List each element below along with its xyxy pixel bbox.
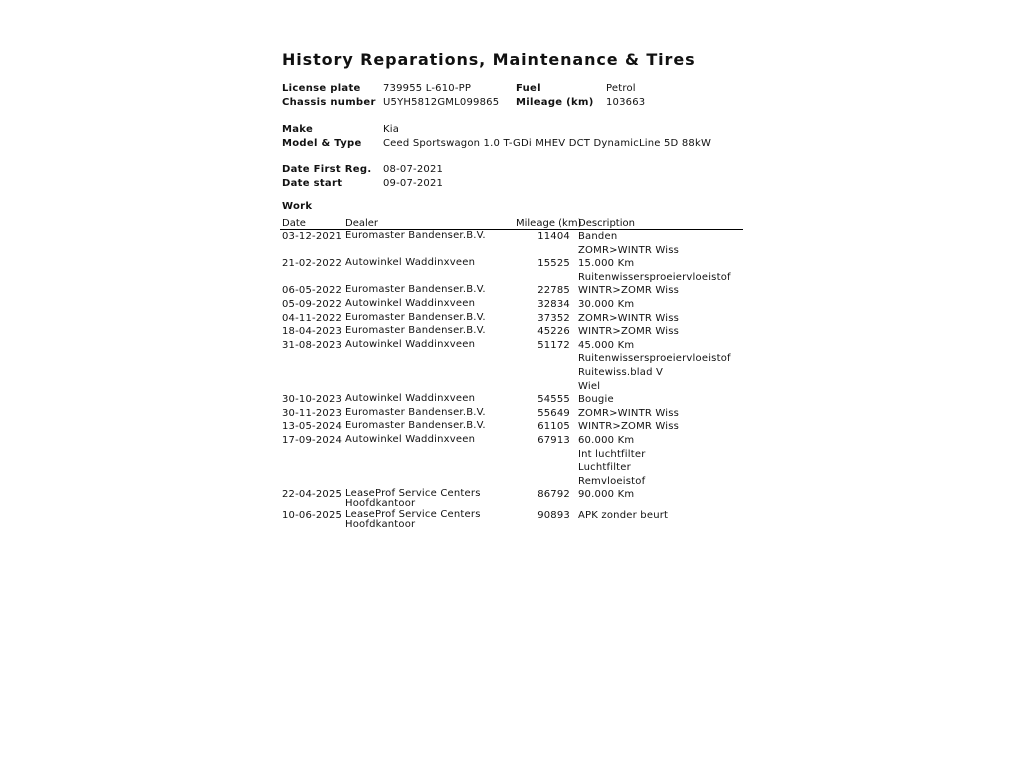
license-plate-label: License plate	[282, 83, 361, 94]
table-row	[280, 407, 743, 421]
row-mileage-text: 90893	[537, 510, 570, 522]
description-line: Banden	[578, 231, 618, 242]
description-line: WINTR>ZOMR Wiss	[578, 421, 680, 433]
description-line: 60.000 Km	[578, 434, 635, 446]
row-date	[280, 257, 343, 284]
description-line: WINTR>ZOMR Wiss	[578, 326, 680, 338]
row-date	[280, 284, 343, 298]
row-date	[280, 434, 343, 488]
row-mileage	[514, 488, 576, 509]
row-description	[576, 393, 743, 407]
row-date	[280, 230, 343, 258]
row-mileage-text: 51172	[537, 339, 570, 351]
page-title: History Reparations, Maintenance & Tires	[282, 50, 696, 69]
row-description	[576, 407, 743, 421]
row-date-text: 31-08-2023	[282, 339, 343, 351]
table-row	[280, 298, 743, 312]
description-line: 90.000 Km	[578, 489, 635, 501]
row-date-text: 17-09-2024	[282, 434, 343, 446]
make-label: Make	[282, 124, 314, 135]
column-header-mileage: Mileage (km)	[516, 217, 582, 229]
row-description	[576, 230, 743, 258]
description-line: APK zonder beurt	[578, 510, 669, 522]
row-dealer: Euromaster Bandenser.B.V.	[345, 230, 486, 241]
row-mileage	[514, 257, 576, 284]
row-date	[280, 393, 343, 407]
date-start-label: Date start	[282, 178, 343, 189]
description-line: WINTR>ZOMR Wiss	[578, 285, 680, 297]
row-mileage-text: 45226	[537, 326, 570, 338]
row-date-text: 13-05-2024	[282, 421, 343, 433]
chassis-value: U5YH5812GML099865	[383, 97, 500, 108]
row-dealer: Euromaster Bandenser.B.V.	[345, 325, 486, 337]
row-date	[280, 420, 343, 434]
row-date-text: 22-04-2025	[282, 489, 343, 501]
row-mileage-text: 11404	[537, 231, 570, 242]
work-heading: Work	[282, 201, 313, 212]
row-dealer: Euromaster Bandenser.B.V.	[345, 311, 486, 323]
row-date-text: 30-11-2023	[282, 407, 343, 419]
row-dealer: LeaseProf Service Centers Hoofdkantoor	[345, 488, 481, 510]
row-dealer: Autowinkel Waddinxveen	[345, 433, 476, 445]
column-header-date: Date	[280, 216, 343, 230]
row-mileage-text: 37352	[537, 312, 570, 324]
row-date-text: 06-05-2022	[282, 285, 343, 297]
row-description	[576, 325, 743, 339]
table-row	[280, 434, 743, 488]
row-dealer: Autowinkel Waddinxveen	[345, 393, 476, 405]
row-date-text: 10-06-2025	[282, 510, 343, 522]
make-value: Kia	[383, 124, 400, 135]
table-row	[280, 488, 743, 509]
table-row	[280, 325, 743, 339]
row-mileage	[514, 230, 576, 258]
description-line: 15.000 Km	[578, 258, 635, 270]
row-mileage-text: 55649	[537, 407, 570, 419]
description-line: Ruitewiss.blad V	[578, 366, 664, 378]
row-date	[280, 312, 343, 326]
table-row	[280, 284, 743, 298]
model-value: Ceed Sportswagon 1.0 T-GDi MHEV DCT DynamicLine 5D 88kW	[383, 138, 712, 149]
row-date-text: 21-02-2022	[282, 258, 343, 270]
row-description	[576, 509, 743, 530]
model-label: Model & Type	[282, 138, 362, 149]
date-start-value: 09-07-2021	[383, 178, 444, 189]
row-mileage	[514, 509, 576, 530]
row-description	[576, 420, 743, 434]
row-mileage-text: 54555	[537, 394, 570, 406]
row-mileage	[514, 325, 576, 339]
row-description	[576, 339, 743, 393]
row-mileage	[514, 434, 576, 488]
first-reg-label: Date First Reg.	[282, 164, 372, 175]
description-line: Remvloeistof	[578, 475, 646, 487]
row-mileage	[514, 298, 576, 312]
row-mileage-text: 15525	[537, 258, 570, 270]
row-description	[576, 488, 743, 509]
description-line: Ruitenwissersproeiervloeistof	[578, 271, 731, 283]
table-row	[280, 257, 743, 284]
table-row	[280, 393, 743, 407]
row-dealer: LeaseProf Service Centers Hoofdkantoor	[345, 509, 481, 531]
row-date-text: 30-10-2023	[282, 394, 343, 406]
description-line: 45.000 Km	[578, 339, 635, 351]
description-line: Bougie	[578, 394, 614, 406]
row-date	[280, 339, 343, 393]
table-row	[280, 509, 743, 530]
description-line: Wiel	[578, 380, 601, 392]
table-row	[280, 230, 743, 258]
row-dealer: Autowinkel Waddinxveen	[345, 257, 476, 269]
row-date	[280, 509, 343, 530]
description-line: ZOMR>WINTR Wiss	[578, 407, 680, 419]
description-line: Ruitenwissersproeiervloeistof	[578, 353, 731, 365]
row-date	[280, 325, 343, 339]
row-date-text: 04-11-2022	[282, 312, 343, 324]
chassis-label: Chassis number	[282, 97, 376, 108]
row-description	[576, 298, 743, 312]
row-date	[280, 407, 343, 421]
row-dealer: Autowinkel Waddinxveen	[345, 338, 476, 350]
row-description	[576, 257, 743, 284]
description-line: Luchtfilter	[578, 462, 631, 474]
description-line: 30.000 Km	[578, 298, 635, 310]
row-mileage-text: 22785	[537, 285, 570, 297]
row-date	[280, 298, 343, 312]
first-reg-value: 08-07-2021	[383, 164, 444, 175]
row-description	[576, 284, 743, 298]
column-header-description: Description	[576, 216, 743, 230]
fuel-label: Fuel	[516, 83, 541, 94]
row-dealer: Euromaster Bandenser.B.V.	[345, 284, 486, 296]
column-header-dealer: Dealer	[343, 216, 514, 230]
fuel-value: Petrol	[606, 83, 636, 94]
row-mileage-text: 61105	[537, 421, 570, 433]
row-mileage-text: 86792	[537, 489, 570, 501]
table-row	[280, 420, 743, 434]
row-mileage-text: 32834	[537, 298, 570, 310]
row-date-text: 18-04-2023	[282, 326, 343, 338]
row-dealer: Euromaster Bandenser.B.V.	[345, 406, 486, 418]
row-description	[576, 434, 743, 488]
work-table	[280, 216, 743, 530]
row-mileage	[514, 339, 576, 393]
description-line: ZOMR>WINTR Wiss	[578, 244, 680, 256]
row-mileage-text: 67913	[537, 434, 570, 446]
row-date-text: 03-12-2021	[282, 231, 343, 242]
row-mileage	[514, 420, 576, 434]
row-dealer: Euromaster Bandenser.B.V.	[345, 420, 486, 432]
table-header-row	[280, 216, 743, 230]
mileage-label: Mileage (km)	[516, 97, 594, 108]
row-mileage	[514, 284, 576, 298]
description-line: ZOMR>WINTR Wiss	[578, 312, 680, 324]
row-mileage	[514, 312, 576, 326]
license-plate-value: 739955 L-610-PP	[383, 83, 472, 94]
row-mileage	[514, 407, 576, 421]
table-row	[280, 312, 743, 326]
mileage-value: 103663	[606, 97, 646, 108]
row-date-text: 05-09-2022	[282, 298, 343, 310]
table-row	[280, 339, 743, 393]
row-description	[576, 312, 743, 326]
description-line: Int luchtfilter	[578, 448, 646, 460]
row-mileage	[514, 393, 576, 407]
row-dealer: Autowinkel Waddinxveen	[345, 297, 476, 309]
row-date	[280, 488, 343, 509]
